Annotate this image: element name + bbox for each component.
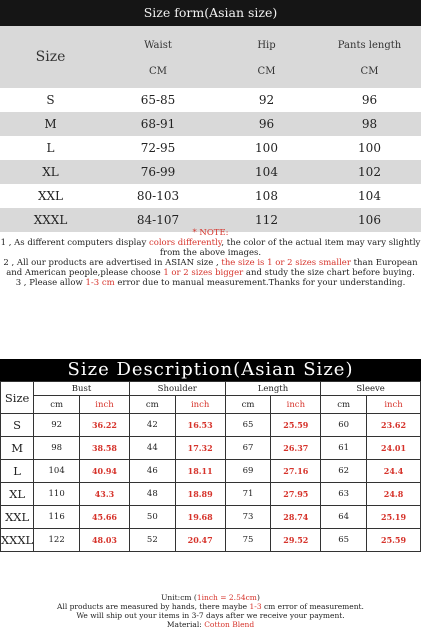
inch-cell: 28.74: [271, 506, 321, 529]
bust-header: Bust: [34, 382, 130, 396]
measurement-cell: 96: [361, 93, 378, 107]
size-label: M: [1, 437, 34, 460]
size-form-title: Size form(Asian size): [0, 0, 421, 26]
table-row: [1, 414, 421, 437]
size-description-panel: [0, 359, 421, 629]
inch-cell: 18.89: [175, 483, 225, 506]
size-label: XXXL: [33, 213, 68, 227]
unit-inch: inch: [271, 396, 321, 414]
measurement-cell: 76-99: [140, 165, 176, 179]
cm-cell: 60: [321, 414, 367, 437]
cm-cell: 122: [34, 529, 80, 552]
inch-cell: 29.52: [271, 529, 321, 552]
measurement-cell: 104: [255, 165, 278, 179]
cm-cell: 71: [225, 483, 271, 506]
note-title: * NOTE:: [192, 228, 229, 238]
hip-unit: CM: [257, 66, 276, 77]
cm-cell: 65: [321, 529, 367, 552]
table-row: [1, 437, 421, 460]
size-description-table: [0, 381, 421, 552]
measurement-cell: 106: [358, 213, 381, 227]
cm-cell: 50: [129, 506, 175, 529]
waist-header: Waist: [144, 40, 172, 51]
table-row: [1, 483, 421, 506]
inch-cell: 43.3: [80, 483, 130, 506]
inch-cell: 24.8: [367, 483, 421, 506]
hip-header: Hip: [257, 40, 276, 51]
cm-cell: 92: [34, 414, 80, 437]
table-row: [1, 529, 421, 552]
size-header-2: Size: [1, 382, 34, 414]
inch-cell: 16.53: [175, 414, 225, 437]
measurement-cell: 102: [358, 165, 381, 179]
cm-cell: 46: [129, 460, 175, 483]
unit-note: Unit:cm (1inch = 2.54cm): [161, 593, 260, 602]
unit-cm: cm: [34, 396, 80, 414]
cm-cell: 52: [129, 529, 175, 552]
size-label: XXXL: [1, 529, 34, 552]
shoulder-header: Shoulder: [129, 382, 225, 396]
inch-cell: 17.32: [175, 437, 225, 460]
measurement-cell: 72-95: [140, 141, 176, 155]
cm-cell: 104: [34, 460, 80, 483]
measurement-cell: 68-91: [140, 117, 176, 131]
cm-cell: 64: [321, 506, 367, 529]
table-row: [1, 506, 421, 529]
sleeve-header: Sleeve: [321, 382, 421, 396]
unit-cm: cm: [225, 396, 271, 414]
table-row: [0, 136, 421, 160]
measurement-cell: 92: [258, 93, 275, 107]
inch-cell: 40.94: [80, 460, 130, 483]
size-description-title: Size Description(Asian Size): [0, 359, 421, 381]
table-row: [0, 160, 421, 184]
size-form-header: [0, 26, 421, 88]
measurement-cell: 100: [358, 141, 381, 155]
inch-cell: 48.03: [80, 529, 130, 552]
size-label: M: [44, 117, 57, 131]
cm-cell: 63: [321, 483, 367, 506]
size-label: L: [46, 141, 55, 155]
inch-cell: 25.59: [367, 529, 421, 552]
cm-cell: 73: [225, 506, 271, 529]
measurement-cell: 100: [255, 141, 278, 155]
cm-cell: 62: [321, 460, 367, 483]
note-1: 1 , As different computers display colors differently, the color of the actual item may vary slightly from the above images.: [0, 238, 421, 258]
size-label: XL: [1, 483, 34, 506]
inch-cell: 24.01: [367, 437, 421, 460]
cm-cell: 67: [225, 437, 271, 460]
size-header: Size: [35, 49, 66, 65]
size-label: S: [46, 93, 55, 107]
measurement-cell: 96: [258, 117, 275, 131]
unit-row: [1, 396, 421, 414]
measurement-cell: 108: [255, 189, 278, 203]
measurement-cell: 65-85: [140, 93, 176, 107]
size-label: XXL: [1, 506, 34, 529]
pants-length-header: Pants length: [337, 40, 402, 51]
size-label: XXL: [37, 189, 64, 203]
measure-note: All products are measured by hands, there maybe 1-3 cm error of measurement.: [57, 602, 364, 611]
size-label: XL: [42, 165, 59, 179]
table-row: [0, 184, 421, 208]
inch-cell: 38.58: [80, 437, 130, 460]
cm-cell: 75: [225, 529, 271, 552]
inch-cell: 45.66: [80, 506, 130, 529]
inch-cell: 25.59: [271, 414, 321, 437]
inch-cell: 27.95: [271, 483, 321, 506]
length-header: Length: [225, 382, 321, 396]
inch-cell: 19.68: [175, 506, 225, 529]
unit-inch: inch: [80, 396, 130, 414]
size-label: L: [1, 460, 34, 483]
inch-cell: 20.47: [175, 529, 225, 552]
cm-cell: 110: [34, 483, 80, 506]
table-row: [0, 88, 421, 112]
inch-cell: 18.11: [175, 460, 225, 483]
note-2: 2 , All our products are advertised in ASIAN size , the size is 1 or 2 sizes smaller than European and American people,please choose 1 or 2 sizes bigger and study the size chart before buying.: [3, 258, 418, 278]
measurement-cell: 112: [255, 213, 278, 227]
pants-length-unit: CM: [360, 66, 379, 77]
shipping-note: We will ship out your items in 3-7 days after we receive your payment.: [76, 611, 345, 620]
cm-cell: 42: [129, 414, 175, 437]
note-3: 3 , Please allow 1-3 cm error due to manual measurement.Thanks for your understanding.: [15, 278, 406, 288]
size-description-footer: [0, 593, 421, 629]
cm-cell: 44: [129, 437, 175, 460]
cm-cell: 98: [34, 437, 80, 460]
inch-cell: 25.19: [367, 506, 421, 529]
cm-cell: 65: [225, 414, 271, 437]
waist-unit: CM: [149, 66, 167, 77]
inch-cell: 27.16: [271, 460, 321, 483]
unit-cm: cm: [129, 396, 175, 414]
cm-cell: 48: [129, 483, 175, 506]
table-row: [1, 460, 421, 483]
inch-cell: 26.37: [271, 437, 321, 460]
unit-inch: inch: [175, 396, 225, 414]
cm-cell: 61: [321, 437, 367, 460]
unit-cm: cm: [321, 396, 367, 414]
inch-cell: 36.22: [80, 414, 130, 437]
notes: [0, 228, 421, 288]
inch-cell: 24.4: [367, 460, 421, 483]
cm-cell: 69: [225, 460, 271, 483]
measurement-cell: 98: [361, 117, 378, 131]
material-note: Material: Cotton Blend: [166, 620, 255, 629]
measurement-cell: 104: [358, 189, 381, 203]
cm-cell: 116: [34, 506, 80, 529]
size-form-table: [0, 26, 421, 232]
size-label: S: [1, 414, 34, 437]
unit-inch: inch: [367, 396, 421, 414]
table-row: [0, 112, 421, 136]
inch-cell: 23.62: [367, 414, 421, 437]
size-form-rows: [0, 88, 421, 232]
measurement-cell: 84-107: [136, 213, 180, 227]
measurement-cell: 80-103: [136, 189, 180, 203]
